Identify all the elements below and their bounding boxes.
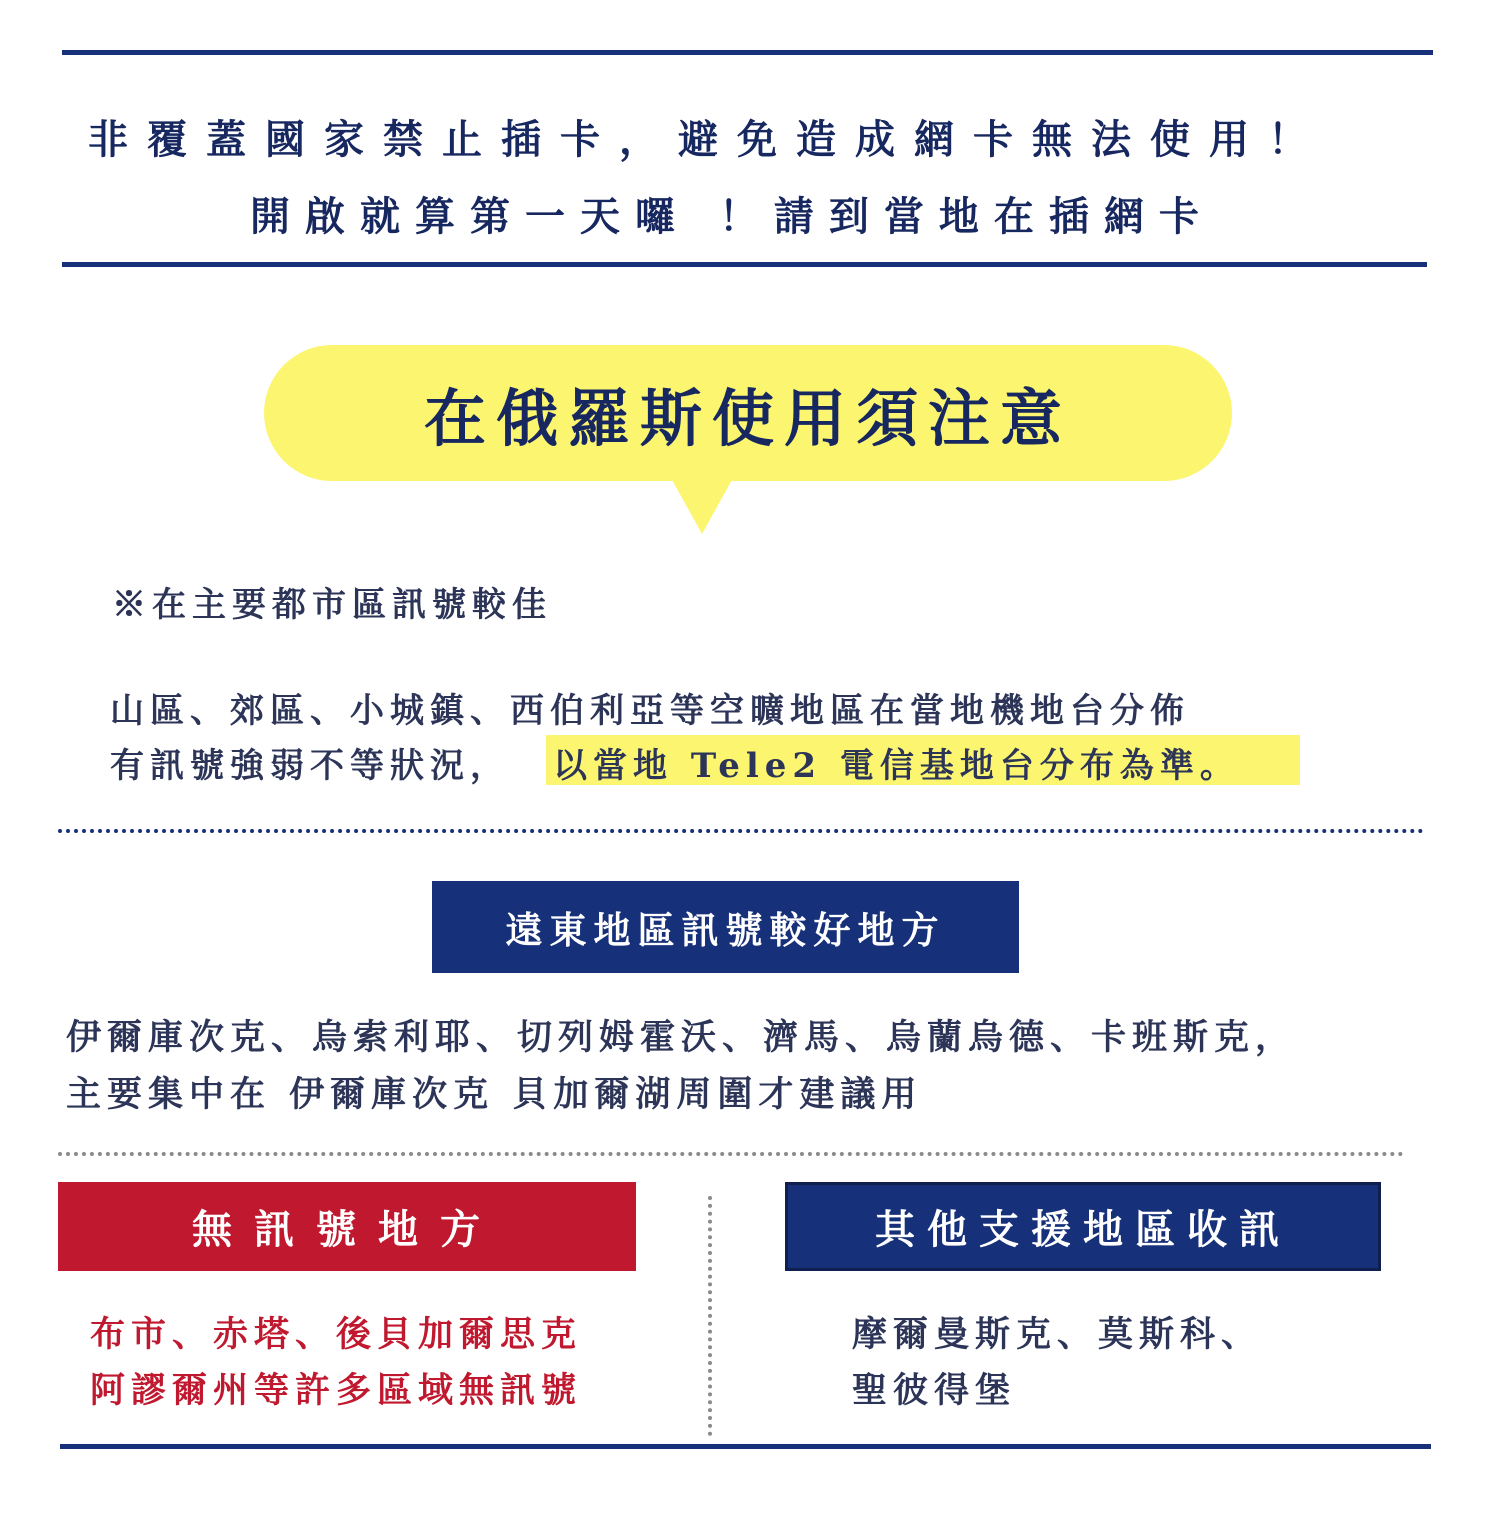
other-regions-line-1: 摩爾曼斯克、莫斯科、 <box>852 1314 1263 1355</box>
other-regions-line-2: 聖彼得堡 <box>852 1370 1017 1411</box>
far-east-line-1: 伊爾庫次克、烏索利耶、切列姆霍沃、濟馬、烏蘭烏德、卡班斯克， <box>66 1017 1297 1058</box>
top-rule <box>62 50 1433 55</box>
no-signal-line-1: 布市、赤塔、後貝加爾思克 <box>90 1314 583 1355</box>
other-regions-heading: 其他支援地區收訊 <box>785 1182 1381 1271</box>
vertical-dotted-divider <box>708 1196 712 1436</box>
warning-bottom-rule <box>62 262 1427 267</box>
no-signal-heading: 無訊號地方 <box>58 1182 636 1271</box>
speech-bubble-tail <box>671 478 733 534</box>
warning-line-2: 開啟就算第一天囉 ！請到當地在插網卡 <box>250 193 1214 240</box>
dotted-divider <box>58 829 1424 833</box>
notice-line-2: 有訊號強弱不等狀況， <box>110 746 510 786</box>
notice-line-1: 山區、郊區、小城鎮、西伯利亞等空曠地區在當地機地台分佈 <box>110 691 1190 731</box>
notice-note: ※在主要都市區訊號較佳 <box>112 585 552 625</box>
warning-line-1: 非覆蓋國家禁止插卡，避免造成網卡無法使用！ <box>88 116 1327 163</box>
far-east-heading: 遠東地區訊號較好地方 <box>432 881 1019 973</box>
bottom-rule <box>60 1444 1431 1449</box>
dotted-divider <box>58 1152 1404 1156</box>
no-signal-line-2: 阿謬爾州等許多區域無訊號 <box>90 1370 583 1411</box>
notice-highlight-text: 以當地 Tele2 電信基地台分布為準。 <box>553 746 1240 786</box>
far-east-line-2: 主要集中在 伊爾庫次克 貝加爾湖周圍才建議用 <box>66 1074 923 1115</box>
headline: 在俄羅斯使用須注意 <box>423 381 1072 455</box>
